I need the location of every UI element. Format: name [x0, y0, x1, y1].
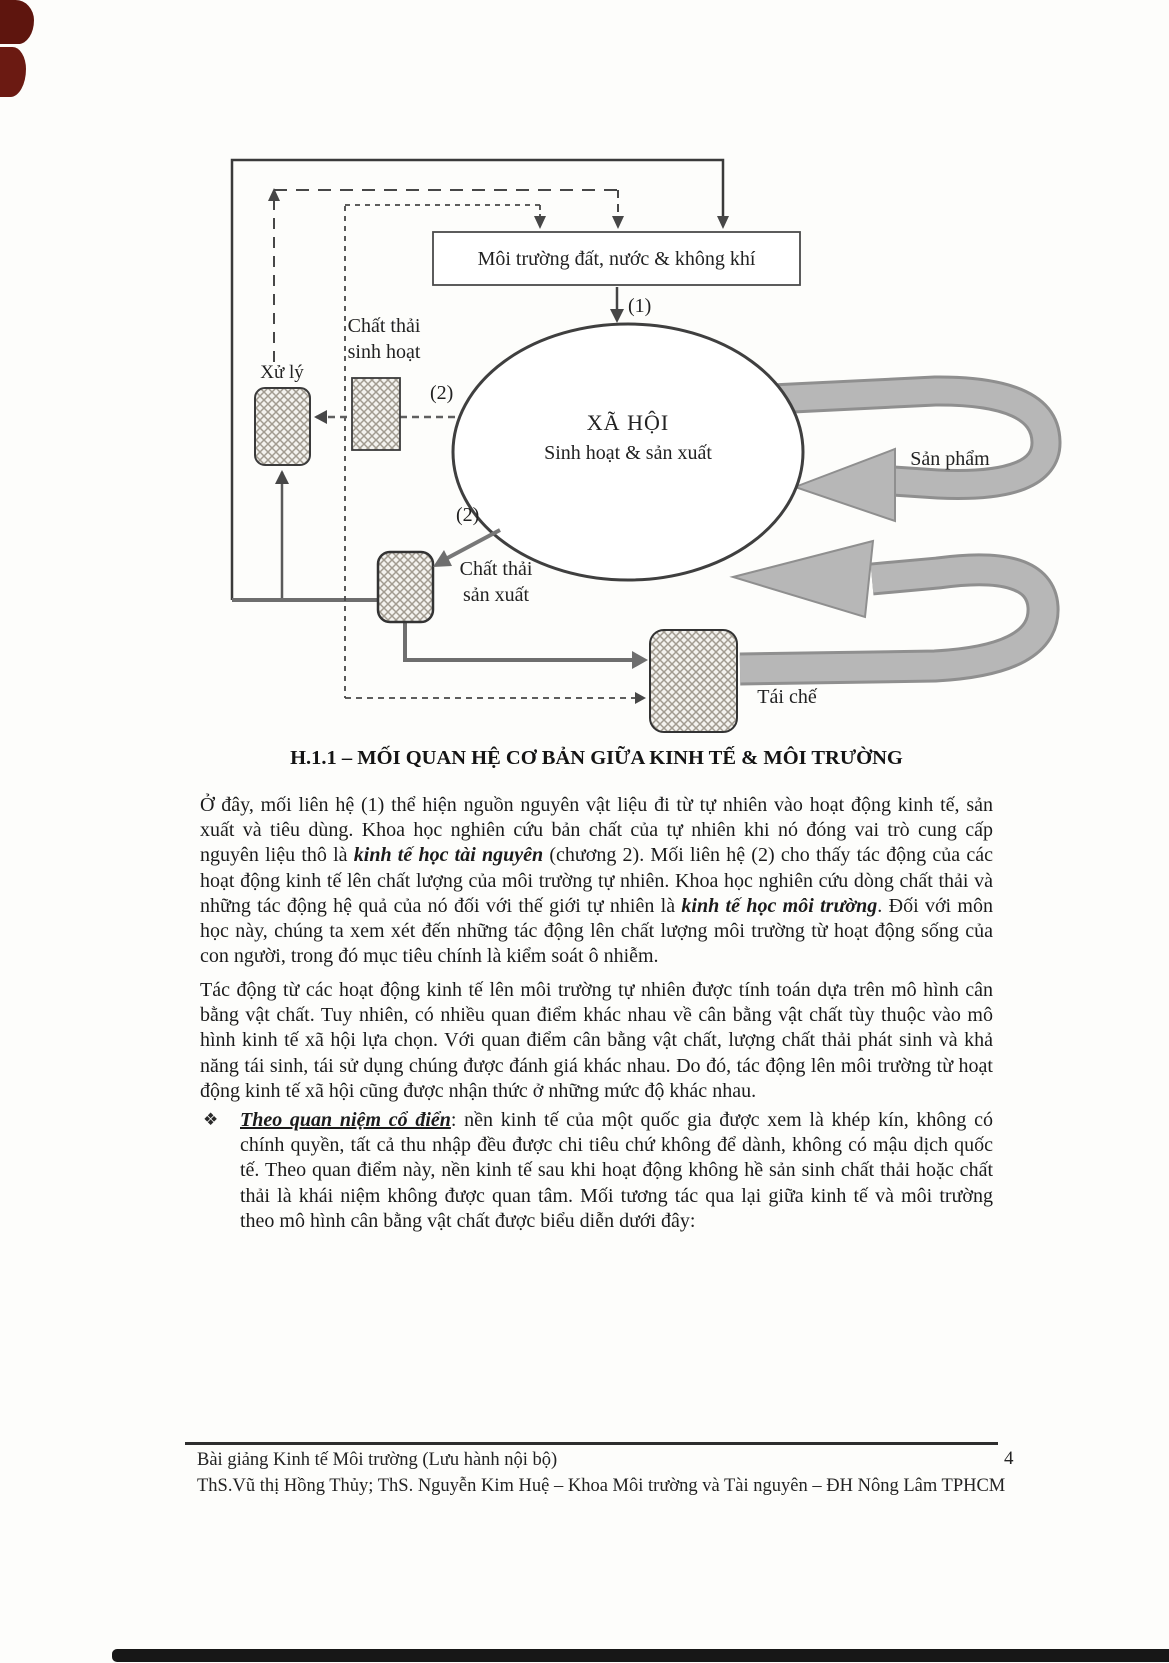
label-link2-upper: (2) [430, 382, 454, 404]
footer-divider [185, 1442, 998, 1445]
production-waste-box [378, 552, 433, 622]
recycle-return-arrowhead [733, 541, 873, 617]
recycle-flow-band [733, 541, 1043, 669]
bullet-body-text: : nền kinh tế của một quốc gia được xem là khép kín, không có chính quyền, tất cả thu nhập đều được chi tiêu chứ không để dành, không có mậu dịch quốc tế. Theo quan điểm này, nền kinh tế sau khi hoạt động không hề sản sinh chất thải hoặc chất thải là khái niệm không được quan tâm. Mối tương tác qua lại giữa kinh tế và môi trường theo mô hình cân bằng vật chất được biểu diễn dưới đây: [240, 1109, 994, 1232]
household-waste-box [352, 378, 400, 450]
scan-edge-artifact [112, 1649, 1169, 1662]
bullet-term-classical: Theo quan niệm cổ điển [240, 1109, 451, 1131]
p1-text-3: . Đối với môn học này, chúng ta xem xét đến những tác động lên chất lượng môi trường từ hoạt động sống của con người, trong đó mục tiêu chính là kiểm soát ô nhiễm. [200, 894, 993, 968]
label-environment-box: Môi trường đất, nước & không khí [477, 247, 756, 270]
paragraph-material-balance: Tác động từ các hoạt động kinh tế lên môi trường tự nhiên được tính toán dựa trên mô hình cân bằng vật chất. Tuy nhiên, có nhiều quan điểm khác nhau về cân bằng vật chất tùy thuộc vào mô hình kinh tế xã hội lựa chọn. Với quan điểm cân bằng vật chất, lượng chất thải phát sinh và khả năng tái sinh, tái sử dụng chúng được đánh giá khác nhau. Do đó, tác động lên môi trường từ hoạt động kinh tế xã hội cũng được nhận thức ở những mức độ khác nhau. [200, 979, 993, 1102]
label-products: Sản phẩm [910, 448, 990, 470]
product-return-arrowhead [795, 449, 895, 521]
label-link1: (1) [628, 295, 652, 317]
page-number: 4 [1004, 1448, 1014, 1469]
p1-term-environmental-economics: kinh tế học môi trường [681, 894, 878, 917]
label-society-title: XÃ HỘI [586, 410, 670, 435]
label-production-waste: Chất thải sản xuất [459, 558, 533, 606]
bullet-classical-view [203, 1108, 993, 1234]
economy-environment-diagram [0, 0, 1169, 765]
p1-term-resource-economics: kinh tế học tài nguyên [353, 844, 544, 867]
paragraph-resource-economics [200, 793, 993, 969]
p1-text-2: (chương 2). Mối liên hệ (2) cho thấy tác động của các hoạt động kinh tế lên chất lượng của môi trường tự nhiên. Khoa học nghiên cứu dòng chất thải và những tác động hệ quả của nó đối với thế giới tự nhiên là [200, 844, 993, 917]
label-link2-lower: (2) [456, 504, 480, 526]
treatment-box [255, 388, 310, 465]
label-society-subtitle: Sinh hoạt & sản xuất [544, 442, 712, 464]
label-recycle: Tái chế [757, 686, 817, 708]
footer-course-title: Bài giảng Kinh tế Môi trường (Lưu hành nội bộ) [197, 1450, 558, 1470]
diamond-bullet-icon: ❖ [203, 1110, 219, 1129]
label-treatment: Xử lý [260, 362, 304, 383]
footer-authors: ThS.Vũ thị Hồng Thủy; ThS. Nguyễn Kim Huệ – Khoa Môi trường và Tài nguyên – ĐH Nông Lâm TPHCM [197, 1476, 1006, 1496]
figure-caption: H.1.1 – MỐI QUAN HỆ CƠ BẢN GIỮA KINH TẾ & MÔI TRƯỜNG [290, 747, 903, 769]
bullet-text [240, 1108, 993, 1234]
recycle-box [650, 630, 737, 732]
label-household-waste: Chất thải sinh hoạt [347, 315, 421, 363]
waste-to-recycle-line [405, 622, 634, 660]
diagram-canvas [0, 0, 1169, 765]
p1-text-1: Ở đây, mối liên hệ (1) thể hiện nguồn nguyên vật liệu đi từ tự nhiên vào hoạt động kinh tế, sản xuất và tiêu dùng. Khoa học nghiên cứu bản chất của tự nhiên khi nó đóng vai trò cung cấp nguyên liệu thô là [200, 794, 993, 867]
